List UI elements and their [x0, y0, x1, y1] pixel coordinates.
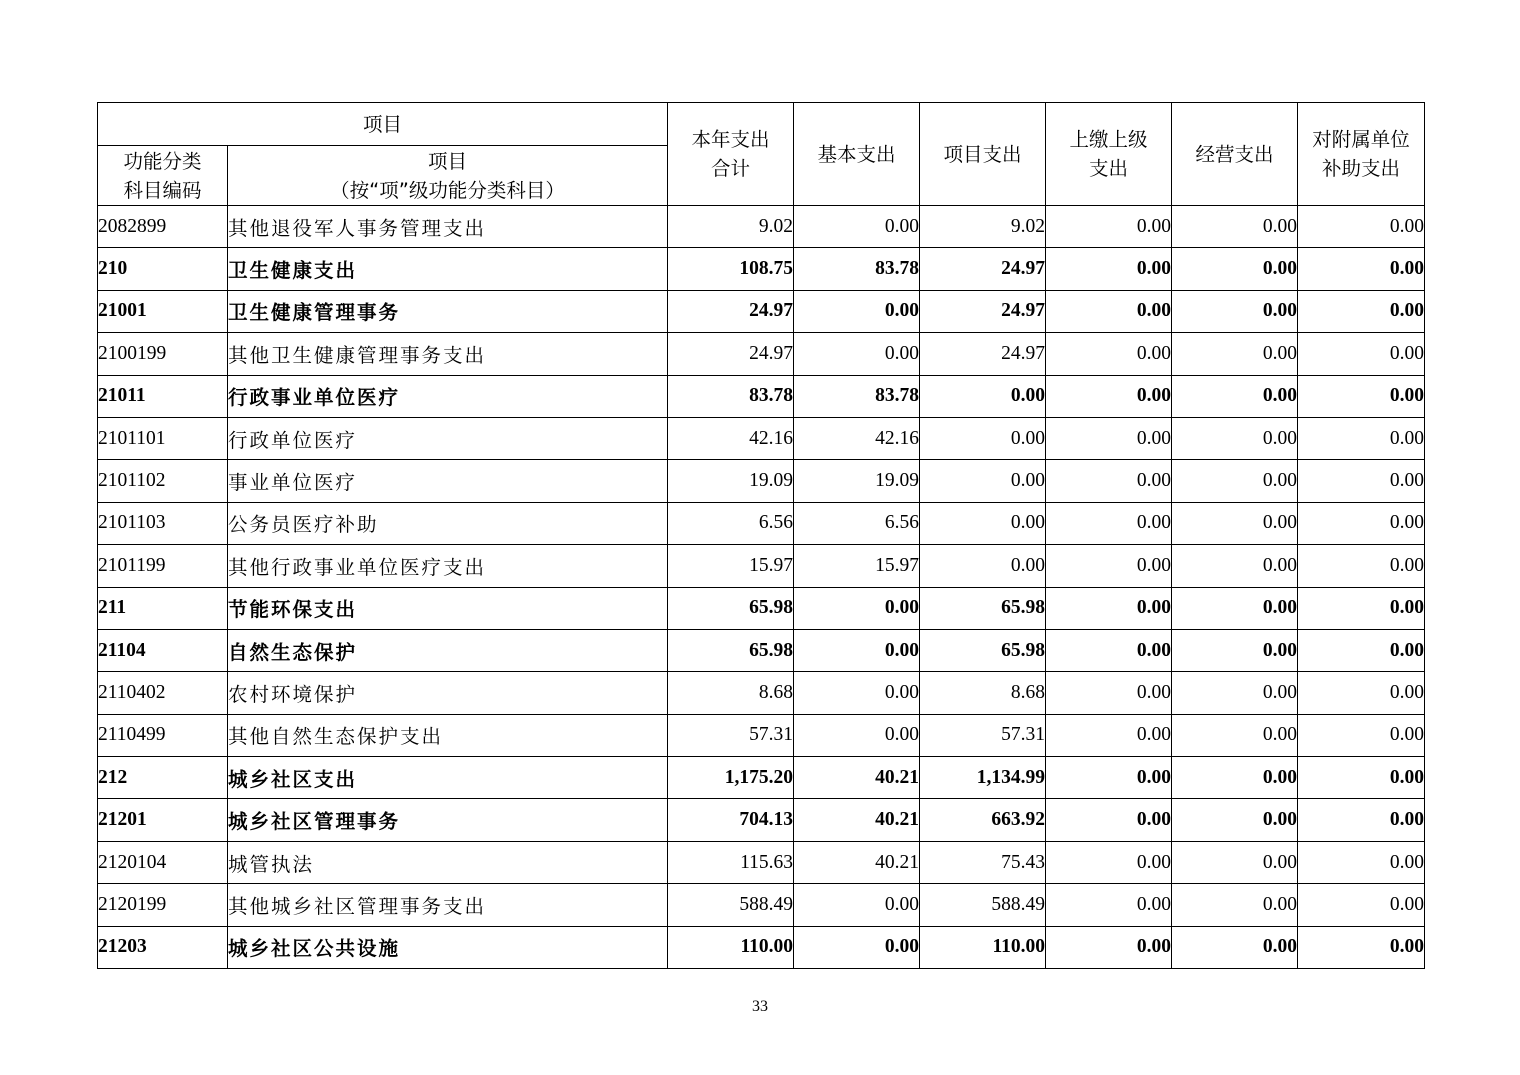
cell-subsidy: 0.00 [1298, 290, 1425, 332]
cell-project: 0.00 [920, 375, 1046, 417]
header-total-line1: 本年支出 [691, 128, 770, 151]
cell-total: 65.98 [668, 629, 794, 671]
cell-name: 城乡社区支出 [228, 757, 668, 799]
table-row [98, 333, 1425, 375]
table-row [98, 290, 1425, 332]
cell-business: 0.00 [1172, 460, 1298, 502]
cell-upper: 0.00 [1046, 290, 1172, 332]
cell-name: 其他行政事业单位医疗支出 [228, 545, 668, 587]
cell-upper: 0.00 [1046, 545, 1172, 587]
cell-basic: 0.00 [794, 206, 920, 248]
cell-code: 2110499 [98, 714, 228, 756]
cell-basic: 0.00 [794, 629, 920, 671]
cell-project: 65.98 [920, 587, 1046, 629]
cell-basic: 40.21 [794, 841, 920, 883]
cell-business: 0.00 [1172, 502, 1298, 544]
cell-upper: 0.00 [1046, 333, 1172, 375]
cell-project: 8.68 [920, 672, 1046, 714]
cell-code: 21011 [98, 375, 228, 417]
cell-business: 0.00 [1172, 841, 1298, 883]
table-header [98, 103, 1425, 206]
cell-name: 其他卫生健康管理事务支出 [228, 333, 668, 375]
cell-subsidy: 0.00 [1298, 545, 1425, 587]
table-row [98, 714, 1425, 756]
cell-code: 210 [98, 248, 228, 290]
header-name [228, 146, 668, 206]
cell-basic: 19.09 [794, 460, 920, 502]
header-upper-line2: 支出 [1089, 157, 1129, 180]
cell-business: 0.00 [1172, 629, 1298, 671]
cell-business: 0.00 [1172, 206, 1298, 248]
cell-code: 2101102 [98, 460, 228, 502]
cell-basic: 40.21 [794, 799, 920, 841]
header-code-line1: 功能分类 [123, 149, 202, 173]
cell-business: 0.00 [1172, 333, 1298, 375]
cell-upper: 0.00 [1046, 460, 1172, 502]
cell-total: 19.09 [668, 460, 794, 502]
cell-name: 自然生态保护 [228, 629, 668, 671]
cell-project: 24.97 [920, 290, 1046, 332]
header-code [98, 146, 228, 206]
cell-upper: 0.00 [1046, 417, 1172, 459]
header-subsidy-line2: 补助支出 [1322, 157, 1401, 180]
cell-name: 公务员医疗补助 [228, 502, 668, 544]
cell-name: 城乡社区管理事务 [228, 799, 668, 841]
cell-total: 24.97 [668, 333, 794, 375]
cell-project: 663.92 [920, 799, 1046, 841]
cell-name: 其他退役军人事务管理支出 [228, 206, 668, 248]
cell-basic: 83.78 [794, 375, 920, 417]
cell-basic: 0.00 [794, 587, 920, 629]
cell-project: 0.00 [920, 545, 1046, 587]
cell-project: 0.00 [920, 502, 1046, 544]
cell-total: 108.75 [668, 248, 794, 290]
table-row [98, 799, 1425, 841]
cell-total: 115.63 [668, 841, 794, 883]
cell-code: 2120104 [98, 841, 228, 883]
table-row [98, 460, 1425, 502]
cell-subsidy: 0.00 [1298, 333, 1425, 375]
cell-total: 8.68 [668, 672, 794, 714]
cell-subsidy: 0.00 [1298, 629, 1425, 671]
cell-code: 2100199 [98, 333, 228, 375]
header-business: 经营支出 [1172, 103, 1298, 206]
cell-upper: 0.00 [1046, 757, 1172, 799]
cell-name: 卫生健康支出 [228, 248, 668, 290]
table-row [98, 545, 1425, 587]
cell-basic: 0.00 [794, 884, 920, 926]
cell-total: 110.00 [668, 926, 794, 968]
cell-subsidy: 0.00 [1298, 672, 1425, 714]
cell-code: 21203 [98, 926, 228, 968]
cell-name: 事业单位医疗 [228, 460, 668, 502]
cell-name: 城管执法 [228, 841, 668, 883]
cell-project: 0.00 [920, 417, 1046, 459]
cell-subsidy: 0.00 [1298, 502, 1425, 544]
table-row [98, 502, 1425, 544]
header-basic: 基本支出 [794, 103, 920, 206]
cell-code: 2120199 [98, 884, 228, 926]
cell-basic: 83.78 [794, 248, 920, 290]
cell-upper: 0.00 [1046, 884, 1172, 926]
cell-total: 9.02 [668, 206, 794, 248]
cell-upper: 0.00 [1046, 502, 1172, 544]
cell-total: 15.97 [668, 545, 794, 587]
table-row [98, 884, 1425, 926]
cell-upper: 0.00 [1046, 714, 1172, 756]
cell-business: 0.00 [1172, 587, 1298, 629]
cell-total: 42.16 [668, 417, 794, 459]
header-upper [1046, 103, 1172, 206]
cell-basic: 0.00 [794, 714, 920, 756]
cell-project: 9.02 [920, 206, 1046, 248]
cell-total: 588.49 [668, 884, 794, 926]
cell-name: 卫生健康管理事务 [228, 290, 668, 332]
cell-code: 2082899 [98, 206, 228, 248]
header-upper-line1: 上缴上级 [1069, 128, 1148, 151]
table-row [98, 629, 1425, 671]
expenditure-table [97, 102, 1425, 969]
cell-subsidy: 0.00 [1298, 460, 1425, 502]
cell-upper: 0.00 [1046, 248, 1172, 290]
cell-upper: 0.00 [1046, 587, 1172, 629]
table-row [98, 248, 1425, 290]
cell-code: 2101199 [98, 545, 228, 587]
cell-upper: 0.00 [1046, 375, 1172, 417]
table-row [98, 926, 1425, 968]
cell-basic: 0.00 [794, 290, 920, 332]
header-total-line2: 合计 [711, 157, 751, 180]
cell-upper: 0.00 [1046, 672, 1172, 714]
cell-subsidy: 0.00 [1298, 799, 1425, 841]
cell-total: 83.78 [668, 375, 794, 417]
cell-basic: 0.00 [794, 672, 920, 714]
cell-business: 0.00 [1172, 757, 1298, 799]
cell-project: 1,134.99 [920, 757, 1046, 799]
header-total [668, 103, 794, 206]
page-number: 33 [752, 998, 768, 1015]
cell-subsidy: 0.00 [1298, 841, 1425, 883]
header-code-line2: 科目编码 [123, 178, 202, 202]
table-row [98, 206, 1425, 248]
cell-code: 2101101 [98, 417, 228, 459]
cell-basic: 15.97 [794, 545, 920, 587]
cell-upper: 0.00 [1046, 841, 1172, 883]
cell-business: 0.00 [1172, 417, 1298, 459]
cell-project: 24.97 [920, 248, 1046, 290]
header-subsidy [1298, 103, 1425, 206]
cell-subsidy: 0.00 [1298, 926, 1425, 968]
cell-business: 0.00 [1172, 375, 1298, 417]
cell-business: 0.00 [1172, 545, 1298, 587]
cell-project: 24.97 [920, 333, 1046, 375]
cell-name: 其他自然生态保护支出 [228, 714, 668, 756]
table-row [98, 757, 1425, 799]
table-row [98, 672, 1425, 714]
header-item-group: 项目 [98, 103, 668, 146]
header-project: 项目支出 [920, 103, 1046, 206]
cell-total: 6.56 [668, 502, 794, 544]
cell-subsidy: 0.00 [1298, 757, 1425, 799]
cell-total: 24.97 [668, 290, 794, 332]
cell-total: 65.98 [668, 587, 794, 629]
cell-code: 21201 [98, 799, 228, 841]
cell-subsidy: 0.00 [1298, 417, 1425, 459]
cell-business: 0.00 [1172, 884, 1298, 926]
cell-upper: 0.00 [1046, 629, 1172, 671]
header-name-line2: （按“项”级功能分类科目） [330, 178, 565, 202]
cell-subsidy: 0.00 [1298, 248, 1425, 290]
cell-upper: 0.00 [1046, 206, 1172, 248]
cell-name: 其他城乡社区管理事务支出 [228, 884, 668, 926]
cell-name: 农村环境保护 [228, 672, 668, 714]
cell-subsidy: 0.00 [1298, 587, 1425, 629]
cell-basic: 6.56 [794, 502, 920, 544]
cell-upper: 0.00 [1046, 926, 1172, 968]
cell-business: 0.00 [1172, 672, 1298, 714]
cell-name: 行政单位医疗 [228, 417, 668, 459]
cell-code: 21104 [98, 629, 228, 671]
cell-project: 75.43 [920, 841, 1046, 883]
cell-name: 城乡社区公共设施 [228, 926, 668, 968]
cell-business: 0.00 [1172, 248, 1298, 290]
cell-project: 65.98 [920, 629, 1046, 671]
cell-total: 704.13 [668, 799, 794, 841]
cell-total: 1,175.20 [668, 757, 794, 799]
cell-total: 57.31 [668, 714, 794, 756]
cell-basic: 40.21 [794, 757, 920, 799]
cell-name: 行政事业单位医疗 [228, 375, 668, 417]
cell-upper: 0.00 [1046, 799, 1172, 841]
cell-code: 2101103 [98, 502, 228, 544]
cell-code: 212 [98, 757, 228, 799]
cell-code: 211 [98, 587, 228, 629]
cell-subsidy: 0.00 [1298, 714, 1425, 756]
cell-subsidy: 0.00 [1298, 206, 1425, 248]
cell-project: 57.31 [920, 714, 1046, 756]
cell-subsidy: 0.00 [1298, 884, 1425, 926]
header-subsidy-line1: 对附属单位 [1312, 128, 1410, 151]
cell-basic: 42.16 [794, 417, 920, 459]
table-row [98, 375, 1425, 417]
cell-code: 2110402 [98, 672, 228, 714]
cell-project: 588.49 [920, 884, 1046, 926]
cell-business: 0.00 [1172, 290, 1298, 332]
cell-name: 节能环保支出 [228, 587, 668, 629]
cell-business: 0.00 [1172, 926, 1298, 968]
cell-basic: 0.00 [794, 333, 920, 375]
cell-business: 0.00 [1172, 799, 1298, 841]
cell-basic: 0.00 [794, 926, 920, 968]
table-body [98, 206, 1425, 969]
cell-project: 0.00 [920, 460, 1046, 502]
table-row [98, 587, 1425, 629]
cell-code: 21001 [98, 290, 228, 332]
cell-subsidy: 0.00 [1298, 375, 1425, 417]
table-row [98, 841, 1425, 883]
header-name-line1: 项目 [428, 149, 468, 173]
cell-project: 110.00 [920, 926, 1046, 968]
cell-business: 0.00 [1172, 714, 1298, 756]
table-row [98, 417, 1425, 459]
